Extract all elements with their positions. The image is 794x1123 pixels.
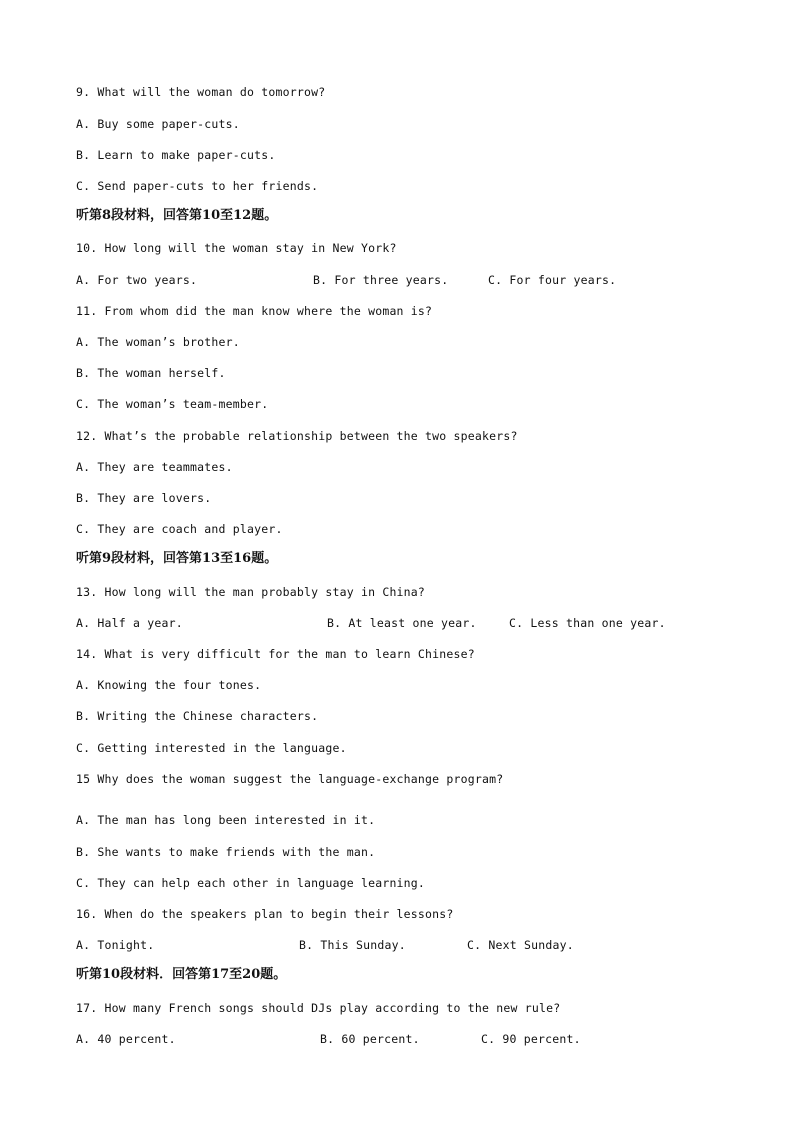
question-11: 11. From whom did the man know where the woman is?	[76, 304, 433, 318]
q13-option-b: B. At least one year.	[327, 616, 477, 630]
q14-option-c: C. Getting interested in the language.	[76, 741, 347, 755]
q17-option-a: A. 40 percent.	[76, 1032, 176, 1046]
q16-option-b: B. This Sunday.	[299, 938, 406, 952]
q12-option-a: A. They are teammates.	[76, 460, 233, 474]
q11-option-a: A. The woman’s brother.	[76, 335, 240, 349]
question-10: 10. How long will the woman stay in New York?	[76, 241, 397, 255]
q16-option-a: A. Tonight.	[76, 938, 155, 952]
q13-option-c: C. Less than one year.	[509, 616, 666, 630]
q12-option-c: C. They are coach and player.	[76, 522, 283, 536]
q10-option-c: C. For four years.	[488, 273, 617, 287]
question-17: 17. How many French songs should DJs play according to the new rule?	[76, 1001, 561, 1015]
q17-option-c: C. 90 percent.	[481, 1032, 581, 1046]
q10-option-a: A. For two years.	[76, 273, 198, 287]
question-14: 14. What is very difficult for the man to learn Chinese?	[76, 647, 475, 661]
q11-option-b: B. The woman herself.	[76, 366, 226, 380]
q12-option-b: B. They are lovers.	[76, 491, 212, 505]
q11-option-c: C. The woman’s team-member.	[76, 397, 269, 411]
q17-option-b: B. 60 percent.	[320, 1032, 420, 1046]
section-heading-8: 听第8段材料，回答第10至12题。	[76, 208, 278, 223]
section-heading-9: 听第9段材料，回答第13至16题。	[76, 551, 278, 566]
q14-option-b: B. Writing the Chinese characters.	[76, 709, 319, 723]
q15-option-a: A. The man has long been interested in it.	[76, 813, 376, 827]
question-16: 16. When do the speakers plan to begin their lessons?	[76, 907, 454, 921]
q10-option-b: B. For three years.	[313, 273, 449, 287]
question-15: 15 Why does the woman suggest the language-exchange program?	[76, 772, 504, 786]
question-12: 12. What’s the probable relationship between the two speakers?	[76, 429, 518, 443]
q9-option-a: A. Buy some paper-cuts.	[76, 117, 240, 131]
question-9: 9. What will the woman do tomorrow?	[76, 85, 326, 99]
question-13: 13. How long will the man probably stay in China?	[76, 585, 426, 599]
q16-option-c: C. Next Sunday.	[467, 938, 574, 952]
q9-option-b: B. Learn to make paper-cuts.	[76, 148, 276, 162]
q15-option-c: C. They can help each other in language learning.	[76, 876, 426, 890]
q13-option-a: A. Half a year.	[76, 616, 183, 630]
q9-option-c: C. Send paper-cuts to her friends.	[76, 179, 319, 193]
q14-option-a: A. Knowing the four tones.	[76, 678, 262, 692]
q15-option-b: B. She wants to make friends with the man.	[76, 845, 376, 859]
section-heading-10: 听第10段材料．回答第17至20题。	[76, 967, 287, 982]
